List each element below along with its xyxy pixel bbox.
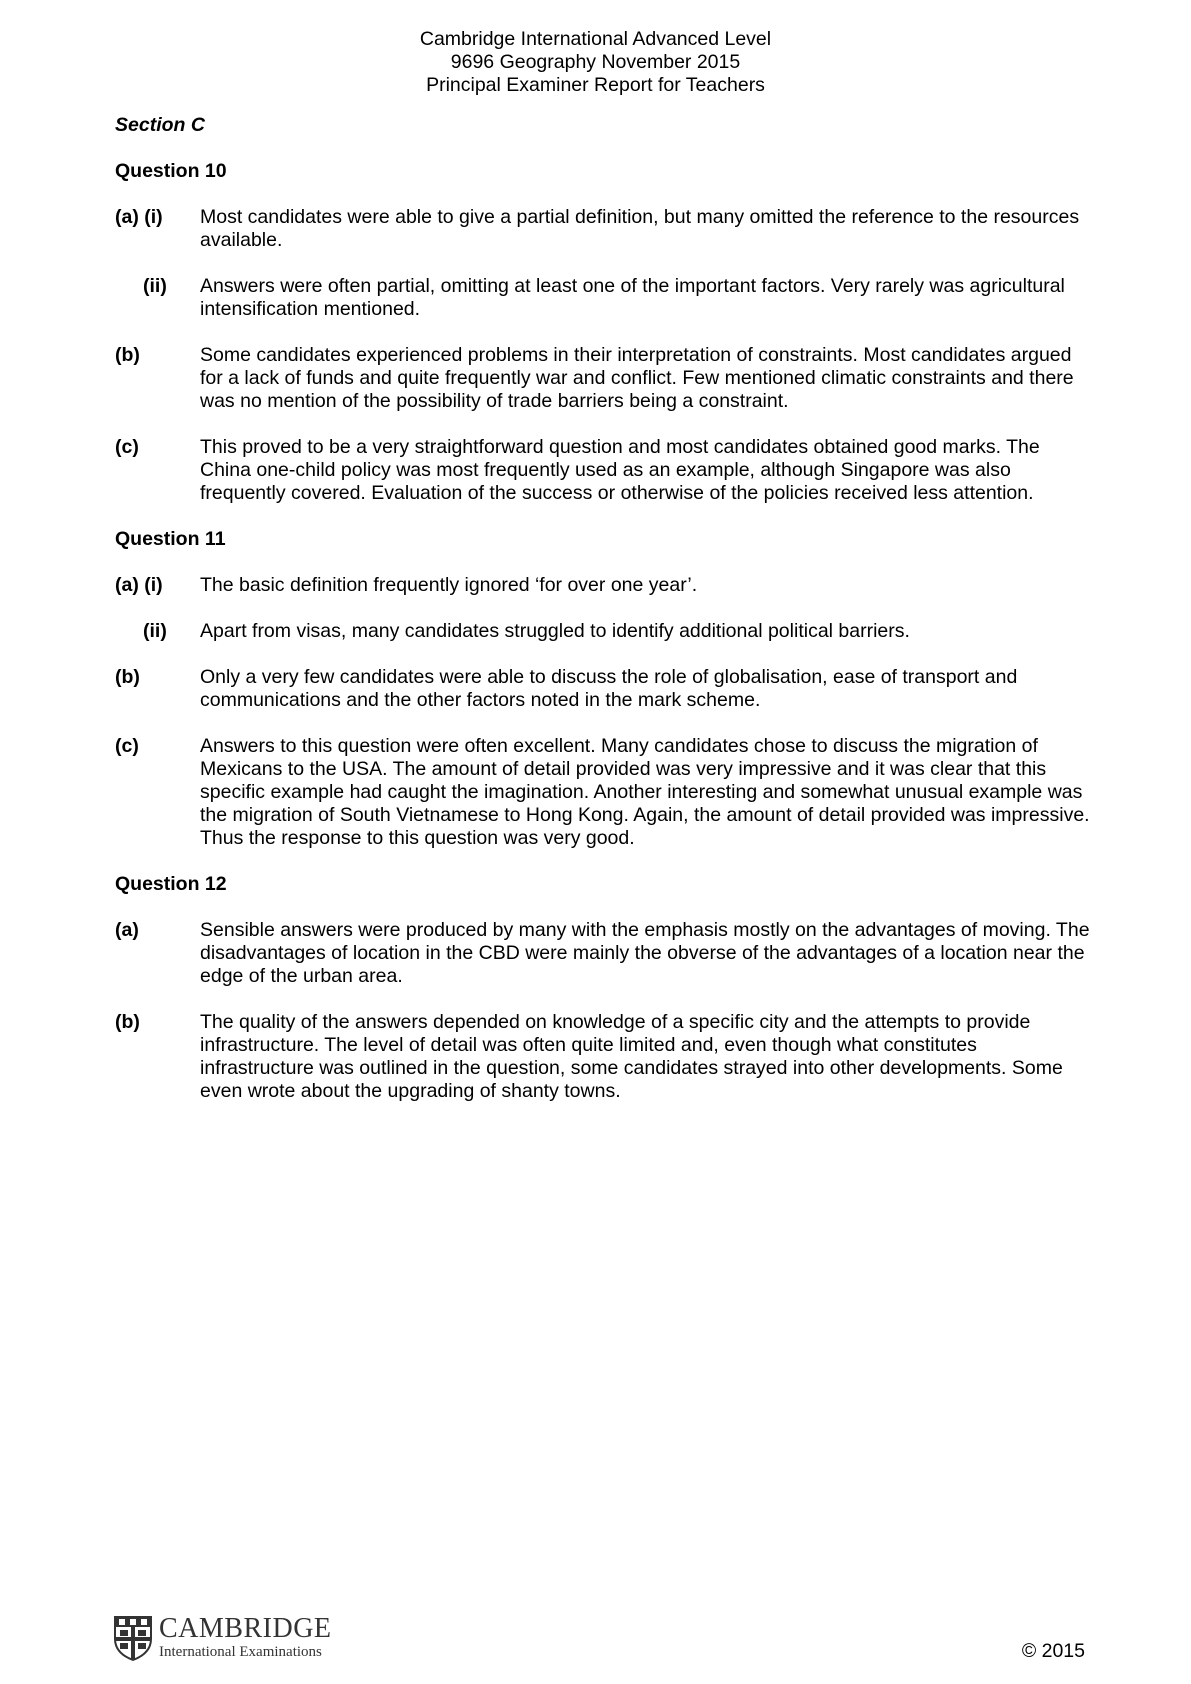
item-text: Only a very few candidates were able to discuss the role of globalisation, ease of transport and communications and the other factors noted in the mark scheme. xyxy=(200,666,1018,711)
item-text: Apart from visas, many candidates struggled to identify additional political barriers. xyxy=(200,620,910,642)
section-title: Section C xyxy=(115,114,205,136)
question-title: Question 11 xyxy=(115,528,226,550)
question-item xyxy=(115,620,1090,643)
question-10 xyxy=(115,160,1090,505)
question-item xyxy=(115,735,1090,850)
item-label: (c) xyxy=(115,436,139,458)
question-item xyxy=(115,574,1090,597)
question-item xyxy=(115,919,1090,988)
cambridge-logo xyxy=(113,1615,332,1661)
item-label: (a) xyxy=(115,919,139,941)
logo-sub-text: International Examinations xyxy=(159,1644,322,1660)
item-text: The basic definition frequently ignored ‘for over one year’. xyxy=(200,574,698,596)
page-header xyxy=(0,28,1191,97)
question-item xyxy=(115,206,1090,252)
header-line-1: Cambridge International Advanced Level xyxy=(419,28,772,50)
report-content xyxy=(115,114,1090,1126)
item-text: Answers were often partial, omitting at least one of the important factors. Very rarely was agricultural intensification mentioned. xyxy=(200,275,1065,320)
question-item xyxy=(115,666,1090,712)
item-label: (b) xyxy=(115,666,140,688)
item-text: This proved to be a very straightforward question and most candidates obtained good marks. The China one-child policy was most frequently used as an example, although Singapore was also frequently covered. Evaluation of the success or otherwise of the policies received less attention. xyxy=(200,436,1040,504)
question-12 xyxy=(115,873,1090,1103)
item-text: The quality of the answers depended on knowledge of a specific city and the attempts to provide infrastructure. The level of detail was often quite limited and, even though what constitutes infrastructure was outlined in the question, some candidates strayed into other developments. Some even wrote about the upgrading of shanty towns. xyxy=(200,1011,1063,1102)
item-label: (b) xyxy=(115,1011,140,1033)
logo-text xyxy=(159,1615,332,1661)
question-item xyxy=(115,275,1090,321)
item-label: (a) (i) xyxy=(115,574,163,596)
item-text: Most candidates were able to give a partial definition, but many omitted the reference to the resources available. xyxy=(200,206,1080,251)
item-label: (c) xyxy=(115,735,139,757)
copyright: © 2015 xyxy=(1021,1640,1085,1662)
item-label: (a) (i) xyxy=(115,206,163,228)
header-line-2: 9696 Geography November 2015 xyxy=(450,51,741,73)
question-item xyxy=(115,344,1090,413)
item-text: Some candidates experienced problems in their interpretation of constraints. Most candidates argued for a lack of funds and quite frequently war and conflict. Few mentioned climatic constraints and there was no mention of the possibility of trade barriers being a constraint. xyxy=(200,344,1074,412)
question-item xyxy=(115,436,1090,505)
question-title: Question 10 xyxy=(115,160,227,182)
item-label: (b) xyxy=(115,344,140,366)
item-text: Answers to this question were often excellent. Many candidates chose to discuss the migration of Mexicans to the USA. The amount of detail provided was very impressive and it was clear that this specific example had caught the imagination. Another interesting and somewhat unusual example was the migration of South Vietnamese to Hong Kong. Again, the amount of detail provided was impressive. Thus the response to this question was very good. xyxy=(200,735,1090,849)
item-label: (ii) xyxy=(143,620,167,642)
cambridge-crest-icon xyxy=(113,1615,153,1661)
item-label: (ii) xyxy=(143,275,167,297)
logo-main-text: CAMBRIDGE xyxy=(159,1613,332,1644)
question-11 xyxy=(115,528,1090,850)
header-line-3: Principal Examiner Report for Teachers xyxy=(426,74,765,96)
question-item xyxy=(115,1011,1090,1103)
item-text: Sensible answers were produced by many with the emphasis mostly on the advantages of moving. The disadvantages of location in the CBD were mainly the obverse of the advantages of a location near the edge of the urban area. xyxy=(200,919,1090,987)
question-title: Question 12 xyxy=(115,873,227,895)
